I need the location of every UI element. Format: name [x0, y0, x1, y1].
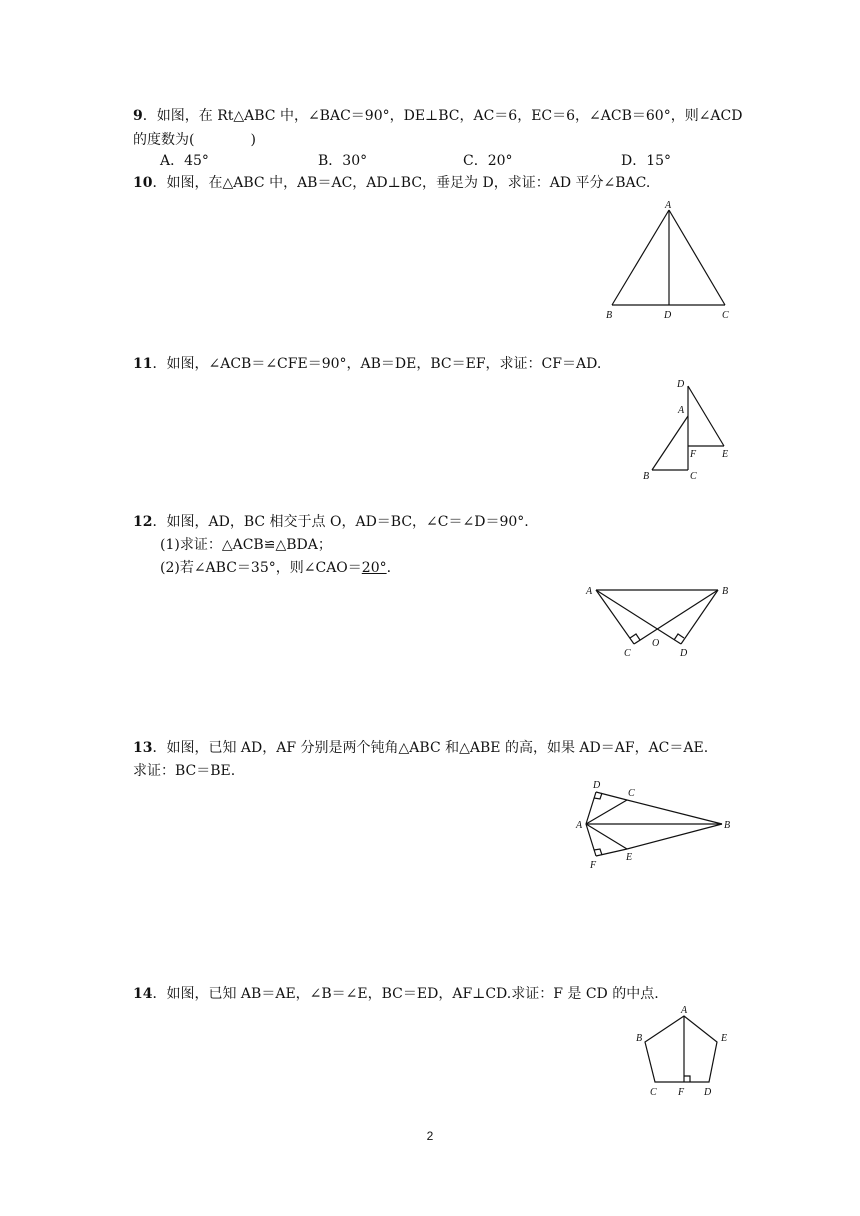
- q12-part2-prefix: (2)若∠ABC＝35°，则∠CAO＝: [160, 560, 362, 576]
- q10-label-d: D: [664, 310, 672, 321]
- q12-label-b: B: [722, 586, 729, 597]
- q14-label-d: D: [704, 1087, 712, 1098]
- q12-segment-ad: [596, 590, 681, 644]
- q12-answer: 20°: [361, 560, 387, 576]
- q12-part1: (1)求证：△ACB≌△BDA；: [160, 537, 332, 553]
- q14-label-a: A: [681, 1005, 688, 1016]
- q14-label-e: E: [721, 1033, 728, 1044]
- q13-figure: [572, 776, 742, 876]
- q9-number: 9: [133, 108, 143, 124]
- q13-line2: 求证：BC＝BE.: [133, 763, 236, 779]
- q13-label-e: E: [626, 852, 633, 863]
- q11-label-b: B: [643, 471, 650, 482]
- q11-text: ．如图，∠ACB＝∠CFE＝90°，AB＝DE，BC＝EF，求证：CF＝AD.: [152, 356, 602, 372]
- q11-figure: [640, 376, 740, 486]
- q10-label-b: B: [606, 310, 613, 321]
- q12-part2: [160, 559, 391, 577]
- q10-text: ．如图，在△ABC 中，AB＝AC，AD⊥BC，垂足为 D，求证：AD 平分∠BAC.: [152, 175, 651, 191]
- page-number: 2: [426, 1129, 434, 1143]
- q13-label-c: C: [628, 788, 635, 799]
- q14-pentagon: [645, 1016, 717, 1082]
- q12-number: 12: [133, 514, 153, 530]
- q13-segment-cb: [627, 800, 722, 824]
- q10-figure: [600, 198, 740, 328]
- q11-label-a: A: [678, 405, 685, 416]
- q12-line: [133, 513, 529, 531]
- q11-segment-ab: [652, 416, 688, 470]
- q9-option-a: A．45°: [160, 153, 209, 169]
- q9-option-b: B．30°: [318, 153, 368, 169]
- q11-label-e: E: [722, 449, 729, 460]
- q10-label-c: C: [722, 310, 729, 321]
- q13-text: ．如图，已知 AD，AF 分别是两个钝角△ABC 和△ABE 的高，如果 AD＝AF，AC＝AE.: [152, 740, 709, 756]
- q12-right-angle-c: [630, 634, 640, 640]
- q13-line1: [133, 739, 708, 757]
- q12-label-d: D: [680, 648, 688, 659]
- q11-label-c: C: [690, 471, 697, 482]
- q14-right-angle-f: [684, 1076, 690, 1082]
- q14-number: 14: [133, 986, 153, 1002]
- q11-label-d: D: [677, 379, 685, 390]
- q11-line: [133, 355, 601, 373]
- q12-part2-suffix: .: [386, 560, 392, 576]
- q12-segment-ac: [596, 590, 634, 644]
- q9-line1: [133, 107, 742, 125]
- q12-segment-cb: [634, 590, 718, 644]
- q13-label-b: B: [724, 820, 731, 831]
- q9-option-d: D．15°: [621, 153, 672, 169]
- q10-number: 10: [133, 175, 153, 191]
- q13-label-a: A: [576, 820, 583, 831]
- q11-number: 11: [133, 356, 153, 372]
- q11-label-f: F: [690, 449, 697, 460]
- q14-line: [133, 985, 659, 1003]
- q12-label-c: C: [624, 648, 631, 659]
- q14-label-c: C: [650, 1087, 657, 1098]
- q12-figure: [582, 582, 742, 662]
- q13-number: 13: [133, 740, 153, 756]
- q13-label-f: F: [590, 860, 597, 871]
- q13-label-d: D: [593, 780, 601, 791]
- q12-label-a: A: [586, 586, 593, 597]
- q14-label-b: B: [636, 1033, 643, 1044]
- q14-figure: [632, 1004, 742, 1104]
- q14-text: ．如图，已知 AB＝AE，∠B＝∠E，BC＝ED，AF⊥CD.求证：F 是 CD 的中点.: [152, 986, 659, 1002]
- q10-label-a: A: [665, 200, 672, 211]
- q9-line2: 的度数为( ): [133, 132, 256, 148]
- q11-segment-de: [688, 386, 724, 446]
- q10-side-ab: [612, 210, 669, 305]
- q9-option-c: C．20°: [463, 153, 513, 169]
- q14-label-f: F: [678, 1087, 685, 1098]
- q12-right-angle-d: [674, 634, 684, 640]
- q10-side-ac: [669, 210, 725, 305]
- q12-segment-bd: [681, 590, 718, 644]
- q10-line: [133, 174, 650, 192]
- q12-text: ．如图，AD，BC 相交于点 O，AD＝BC，∠C＝∠D＝90°.: [152, 514, 529, 530]
- q13-segment-eb: [627, 824, 722, 849]
- q12-label-o: O: [652, 638, 660, 649]
- q9-text: ．如图，在 Rt△ABC 中，∠BAC＝90°，DE⊥BC，AC＝6，EC＝6，∠ACB＝60°，则∠ACD: [142, 108, 743, 124]
